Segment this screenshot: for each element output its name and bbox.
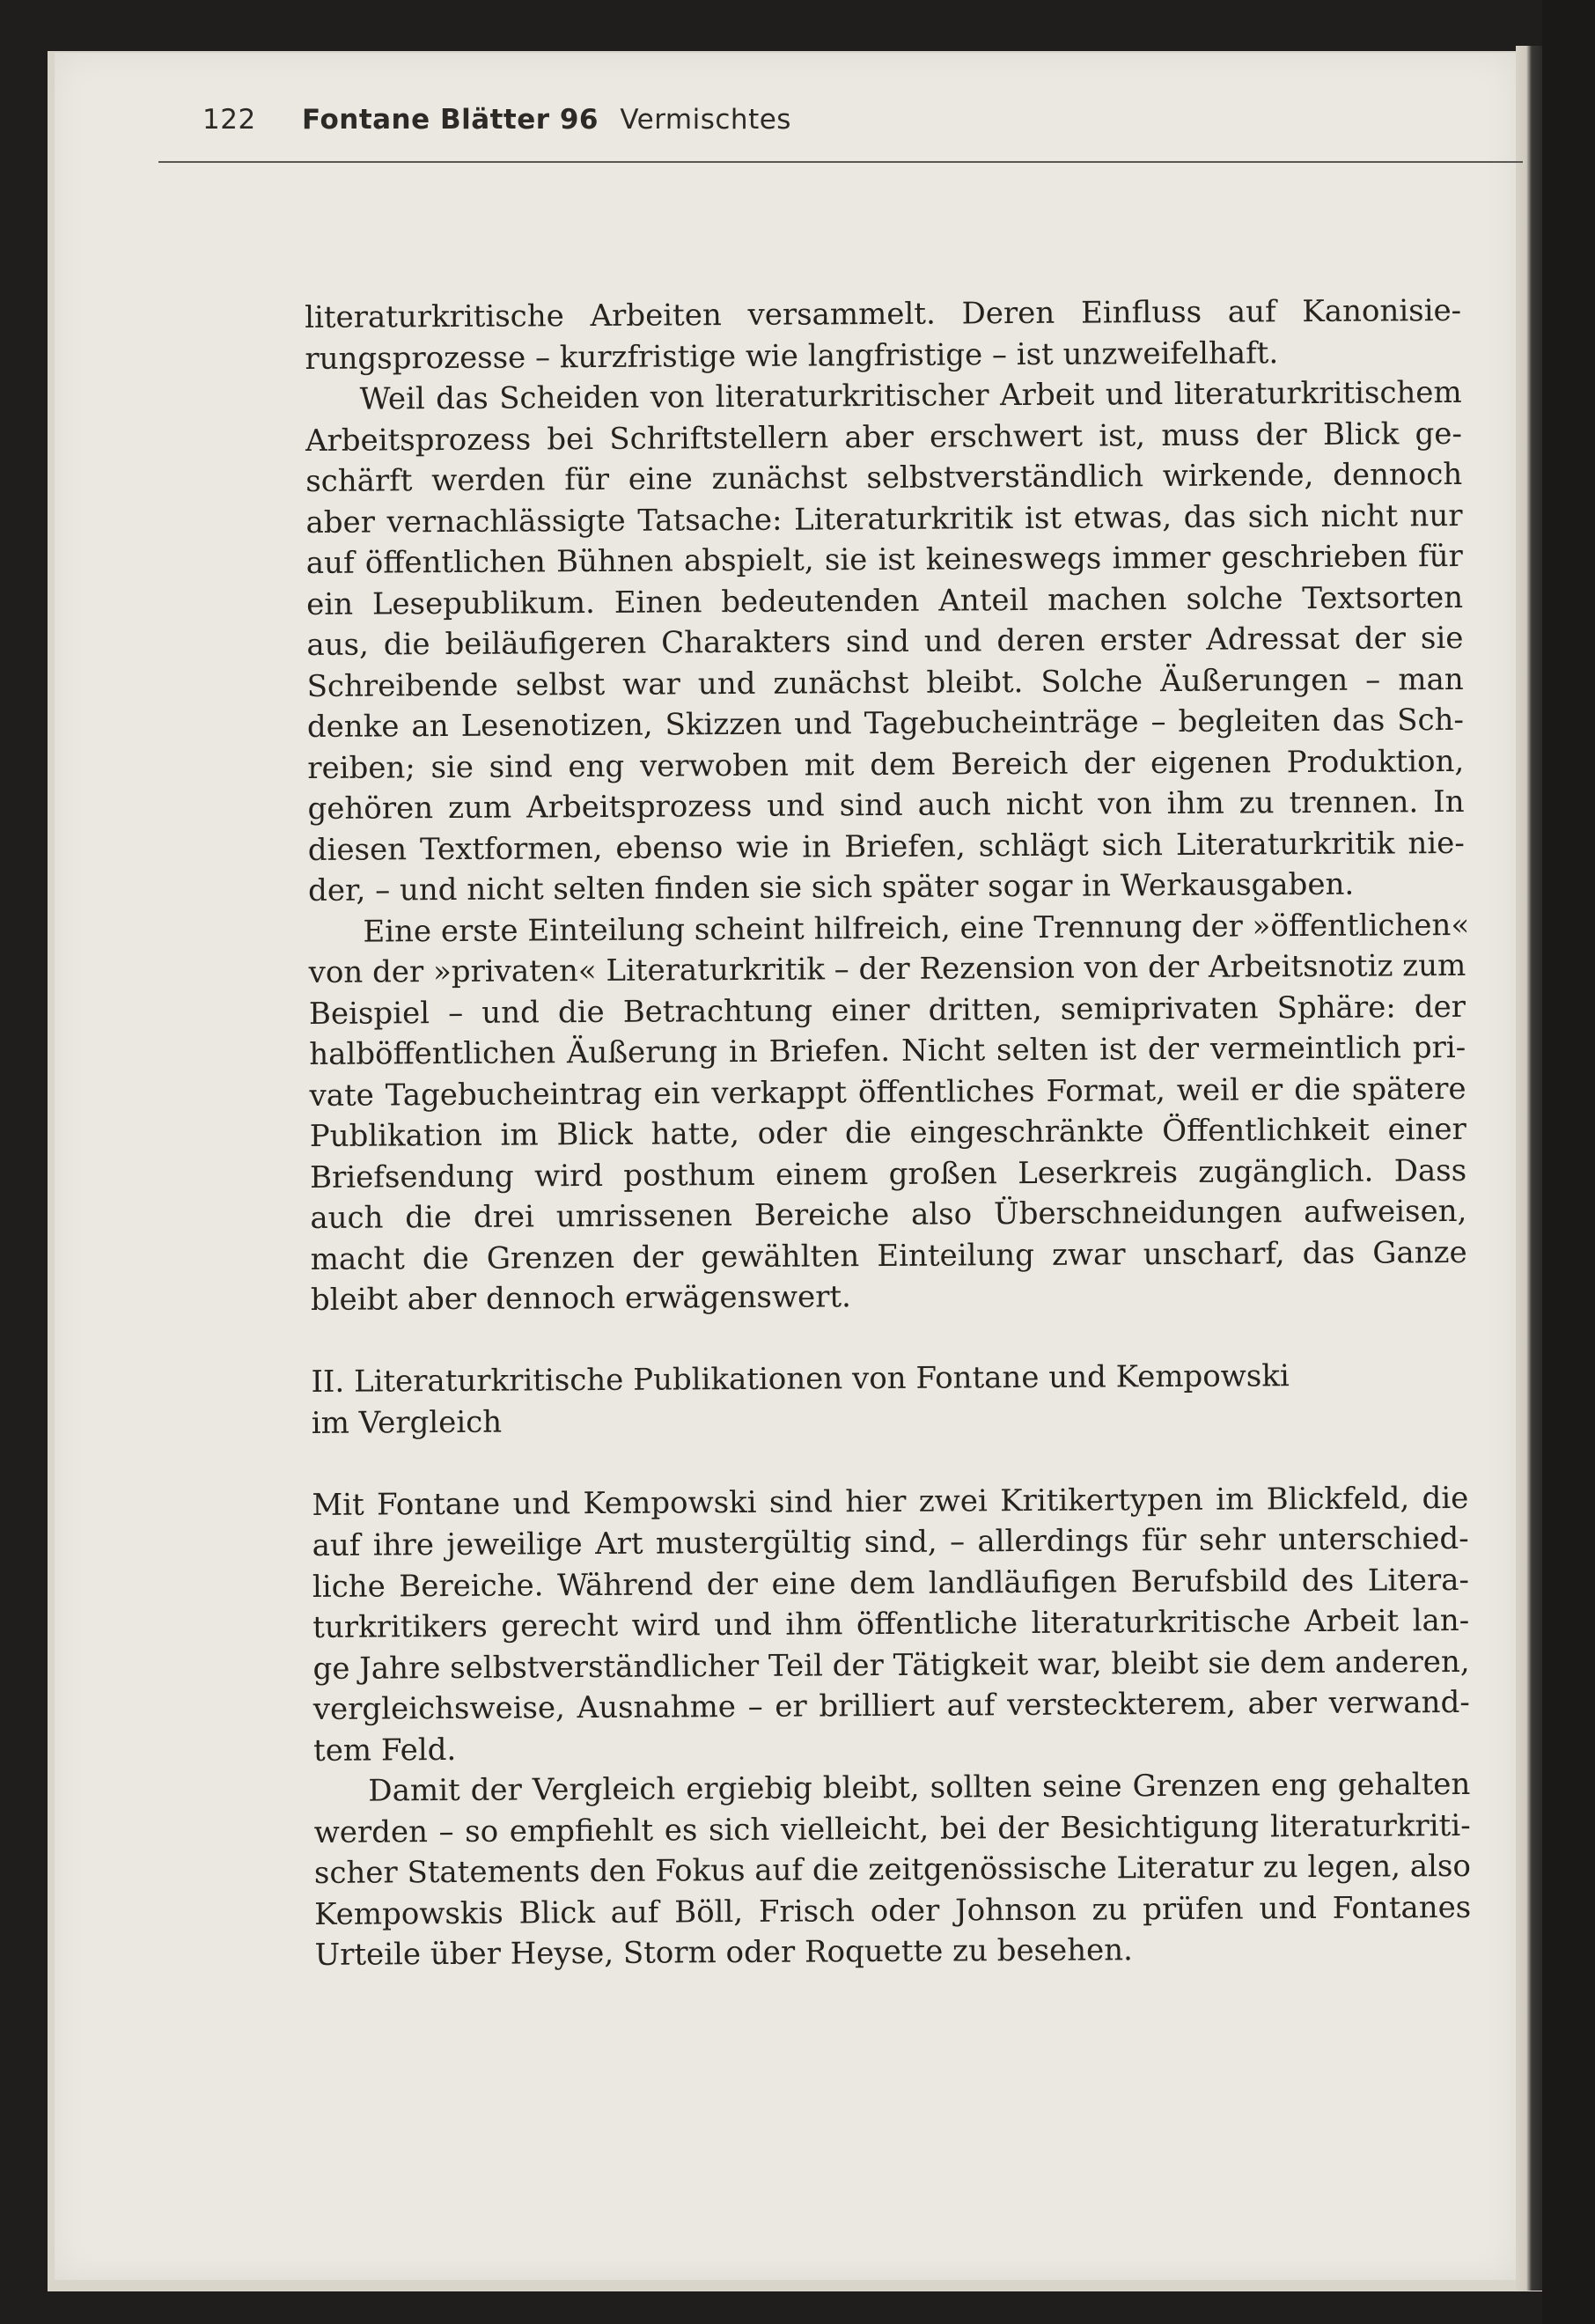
text-line: rungsprozesse – kurzfristige wie langfristige – ist unzweifelhaft. <box>305 335 1279 377</box>
text-line: vate Tagebucheintrag ein verkappt öffentliches Format, weil er die spätere <box>309 1070 1466 1114</box>
text-line: der, – und nicht selten finden sie sich später sogar in Werkausgaben. <box>307 866 1355 908</box>
text-line: reiben; sie sind eng verwoben mit dem Bereich der eigenen Produktion, <box>307 743 1465 786</box>
section-heading: im Vergleich <box>311 1404 503 1441</box>
page-edge <box>1516 46 1542 2291</box>
text-line: liche Bereiche. Während der eine dem landläufigen Berufsbild des Litera- <box>312 1562 1470 1605</box>
text-line: aber vernachlässigte Tatsache: Literaturkritik ist etwas, das sich nicht nur <box>305 497 1463 541</box>
text-line: Beispiel – und die Betrachtung einer dritten, semiprivaten Sphäre: der <box>308 989 1466 1032</box>
background-right <box>1542 0 1595 2324</box>
text-line: Kempowskis Blick auf Böll, Frisch oder Johnson zu prüfen und Fontanes <box>314 1889 1472 1932</box>
text-line: Damit der Vergleich ergiebig bleibt, sollten seine Grenzen eng gehalten <box>368 1766 1471 1809</box>
text-line: tem Feld. <box>312 1732 457 1769</box>
spacer <box>312 1437 1468 1485</box>
text-line: Eine erste Einteilung scheint hilfreich, eine Trennung der »öffentlichen« <box>363 907 1470 950</box>
text-line: ge Jahre selbstverständlicher Teil der Tätigkeit war, bleibt sie dem anderen, <box>312 1644 1470 1687</box>
text-line: macht die Grenzen der gewählten Einteilung zwar unscharf, das Ganze <box>310 1234 1467 1277</box>
spacer <box>311 1313 1467 1362</box>
text-line: Urteile über Heyse, Storm oder Roquette zu besehen. <box>314 1932 1134 1973</box>
text-line: Publikation im Blick hatte, oder die eingeschränkte Öffentlichkeit einer <box>309 1111 1466 1154</box>
section-title: Vermischtes <box>620 104 791 136</box>
text-line: literaturkritische Arbeiten versammelt. Deren Einfluss auf Kanonisie- <box>305 292 1462 335</box>
text-line: Weil das Scheiden von literaturkritischer Arbeit und literaturkritischem <box>359 374 1462 417</box>
text-line: Arbeitsprozess bei Schriftstellern aber erschwert ist, muss der Blick ge- <box>305 416 1463 459</box>
body-text <box>305 290 1472 1975</box>
journal-title: Fontane Blätter 96 <box>302 104 599 136</box>
text-line: Schreibende selbst war und zunächst bleibt. Solche Äußerungen – man <box>306 661 1464 704</box>
header-rule <box>158 161 1523 163</box>
text-line: halböffentlichen Äußerung in Briefen. Nicht selten ist der vermeintlich pri- <box>309 1029 1466 1072</box>
section-heading: II. Literaturkritische Publikationen von Fontane und Kempowski <box>311 1358 1290 1400</box>
text-line: turkritikers gerecht wird und ihm öffentliche literaturkritische Arbeit lan- <box>312 1602 1470 1645</box>
text-line: denke an Lesenotizen, Skizzen und Tagebucheinträge – begleiten das Sch- <box>306 702 1465 745</box>
text-line: auf öffentlichen Bühnen abspielt, sie ist keineswegs immer geschrieben für <box>305 538 1463 581</box>
text-line: aus, die beiläufigeren Charakters sind und deren erster Adressat der sie <box>306 620 1464 663</box>
text-line: scher Statements den Fokus auf die zeitgenössische Literatur zu legen, also <box>313 1848 1472 1891</box>
text-line: werden – so empfiehlt es sich vielleicht, bei der Besichtigung literaturkriti- <box>313 1807 1471 1850</box>
running-head <box>202 104 791 136</box>
text-line: bleibt aber dennoch erwägenswert. <box>310 1279 851 1318</box>
text-line: vergleichsweise, Ausnahme – er brilliert auf versteckterem, aber verwand- <box>312 1684 1470 1727</box>
text-line: auch die drei umrissenen Bereiche also Überschneidungen aufweisen, <box>310 1193 1467 1236</box>
text-line: auf ihre jeweilige Art mustergültig sind, – allerdings für sehr unterschied- <box>312 1520 1469 1563</box>
page-number: 122 <box>202 104 256 136</box>
text-line: diesen Textformen, ebenso wie in Briefen, schlägt sich Literaturkritik nie- <box>307 825 1465 868</box>
text-line: Briefsendung wird posthum einem großen Leserkreis zugänglich. Dass <box>309 1152 1467 1195</box>
text-line: schärft werden für eine zunächst selbstverständlich wirkende, dennoch <box>305 456 1463 499</box>
text-line: gehören zum Arbeitsprozess und sind auch nicht von ihm zu trennen. In <box>307 783 1465 827</box>
text-line: von der »privaten« Literaturkritik – der Rezension von der Arbeitsnotiz zum <box>308 947 1466 990</box>
text-line: Mit Fontane und Kempowski sind hier zwei Kritikertypen im Blickfeld, die <box>312 1480 1469 1523</box>
text-line: ein Lesepublikum. Einen bedeutenden Anteil machen solche Textsorten <box>306 579 1464 622</box>
